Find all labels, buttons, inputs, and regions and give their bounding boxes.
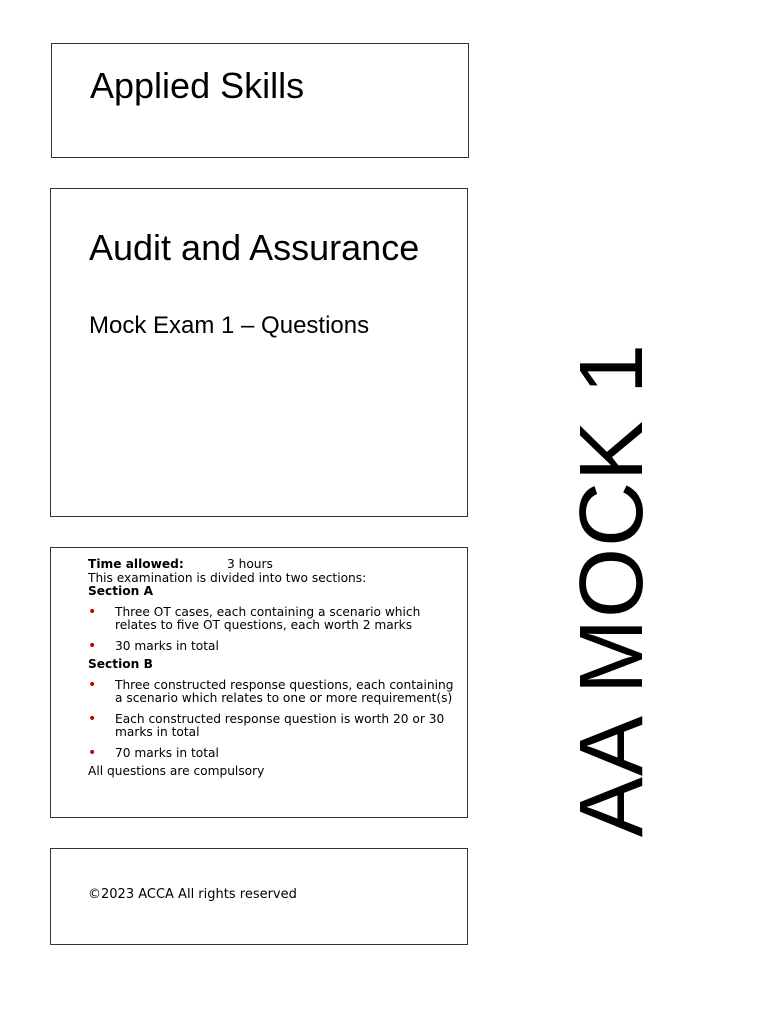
exam-info-box bbox=[50, 547, 468, 818]
list-item: • Three constructed response questions, each containing a scenario which relates to one or more requirement(s) bbox=[88, 676, 454, 705]
bullet-icon: • bbox=[88, 637, 97, 654]
exam-subtitle: Mock Exam 1 – Questions bbox=[89, 312, 370, 339]
title-box bbox=[50, 188, 468, 517]
list-item: • Each constructed response question is worth 20 or 30 marks in total bbox=[88, 710, 445, 739]
bullet-icon: • bbox=[88, 744, 97, 761]
section-b-heading: Section B bbox=[88, 657, 153, 671]
list-item: • Three OT cases, each containing a scenario which relates to five OT questions, each worth 2 marks bbox=[88, 603, 421, 632]
time-allowed-value: 3 hours bbox=[227, 557, 273, 571]
time-allowed-row bbox=[88, 558, 458, 572]
bullet-icon: • bbox=[88, 710, 97, 727]
bullet-icon: • bbox=[88, 603, 97, 620]
time-allowed-label: Time allowed: bbox=[88, 557, 184, 571]
list-item: • 70 marks in total bbox=[88, 744, 219, 761]
subject-title: Audit and Assurance bbox=[89, 227, 420, 268]
exam-intro: This examination is divided into two sections: bbox=[88, 570, 367, 585]
side-title: AA MOCK 1 bbox=[562, 342, 662, 838]
exam-info bbox=[88, 558, 458, 779]
compulsory-note: All questions are compulsory bbox=[88, 764, 265, 778]
section-b-list bbox=[88, 676, 458, 761]
section-a-heading: Section A bbox=[88, 584, 153, 598]
list-item: • 30 marks in total bbox=[88, 637, 219, 654]
level-title: Applied Skills bbox=[90, 65, 305, 106]
copyright-box bbox=[50, 848, 468, 945]
level-box bbox=[51, 43, 469, 158]
copyright-text: ©2023 ACCA All rights reserved bbox=[88, 887, 297, 902]
section-a-list bbox=[88, 603, 458, 654]
bullet-icon: • bbox=[88, 676, 97, 693]
